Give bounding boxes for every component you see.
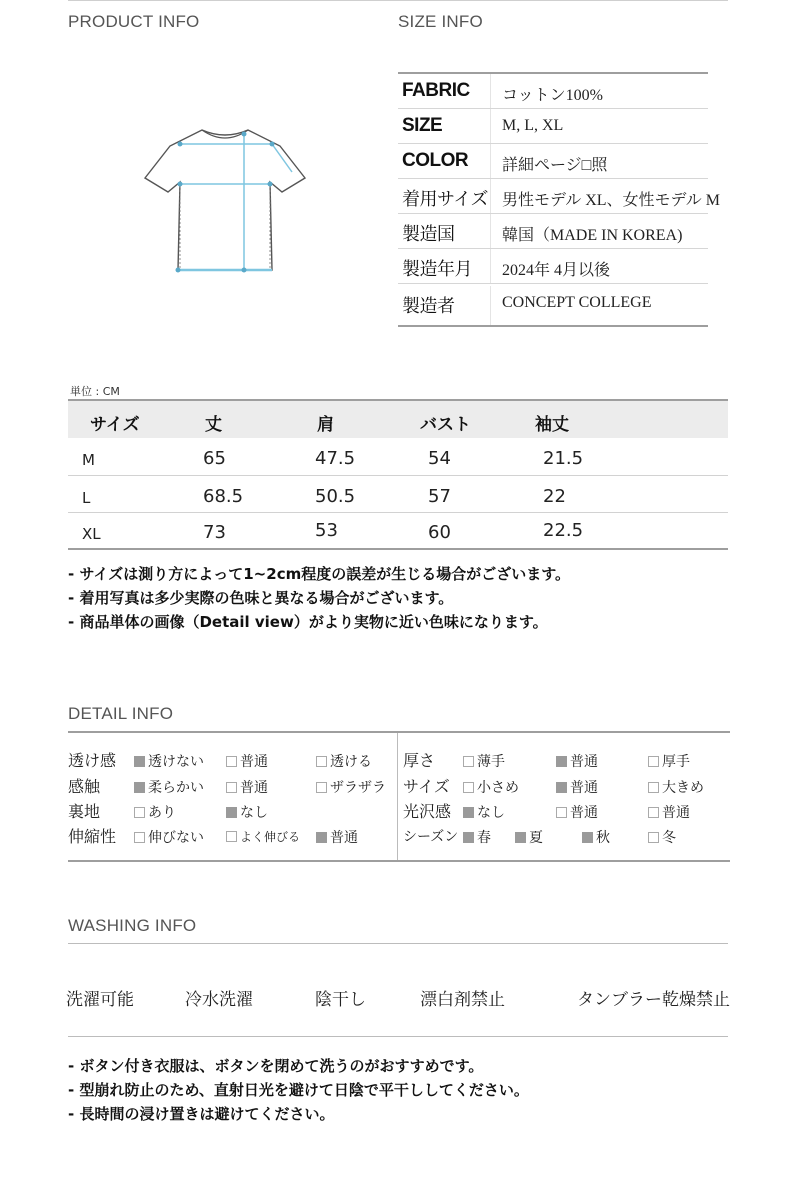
spec-value: 韓国（MADE IN KOREA)	[502, 227, 683, 244]
detail-option: 秋	[582, 827, 610, 847]
spec-label: 着用サイズ	[402, 189, 489, 209]
detail-option: 普通	[556, 751, 598, 771]
spec-label: 製造国	[402, 224, 455, 244]
spec-row-size	[398, 109, 708, 144]
size-table-bottom-rule	[68, 548, 728, 550]
table-cell: M	[82, 451, 95, 469]
detail-option: 伸びない	[134, 827, 204, 847]
detail-option: よく伸びる	[226, 828, 300, 845]
spec-row-maker	[398, 286, 708, 326]
table-cell: 68.5	[203, 486, 244, 507]
size-info-heading: SIZE INFO	[398, 12, 483, 31]
table-cell: 53	[315, 520, 338, 541]
spec-value: M, L, XL	[502, 117, 564, 134]
table-cell: 65	[203, 448, 226, 469]
size-col-header: バスト	[420, 415, 471, 435]
table-row-divider	[68, 475, 728, 476]
detail-option: 普通	[226, 777, 268, 797]
spec-value: コットン100%	[502, 87, 604, 104]
size-note: - 商品単体の画像（Detail view）がより実物に近い色味になります。	[68, 613, 548, 631]
table-cell: 60	[428, 522, 451, 543]
tshirt-measure-icon	[140, 120, 310, 285]
table-cell: 50.5	[315, 486, 356, 507]
detail-label: サイズ	[403, 777, 450, 796]
detail-top-rule	[68, 731, 730, 733]
size-col-header: 丈	[205, 415, 222, 435]
table-cell: L	[82, 489, 91, 507]
table-row-divider	[68, 512, 728, 513]
detail-label: 厚さ	[403, 751, 436, 770]
table-cell: 54	[428, 448, 451, 469]
spec-label: SIZE	[402, 115, 443, 136]
size-col-header: 袖丈	[535, 415, 569, 435]
detail-option: 普通	[556, 777, 598, 797]
spec-value: CONCEPT COLLEGE	[502, 294, 652, 311]
washing-bottom-rule	[68, 1036, 728, 1037]
detail-option: 冬	[648, 827, 676, 847]
table-cell: 47.5	[315, 448, 356, 469]
detail-option: 柔らかい	[134, 777, 204, 797]
spec-label: FABRIC	[402, 80, 470, 101]
unit-label: 単位 : CM	[70, 385, 120, 398]
detail-option: 透ける	[316, 751, 372, 771]
spec-row-color	[398, 144, 708, 179]
detail-option: 薄手	[463, 751, 505, 771]
top-divider	[68, 0, 728, 1]
spec-label: COLOR	[402, 150, 469, 171]
detail-option: 大きめ	[648, 777, 704, 797]
detail-label: 透け感	[68, 751, 117, 770]
detail-column-divider	[397, 733, 398, 861]
detail-option: ザラザラ	[316, 777, 386, 797]
detail-option: 春	[463, 827, 491, 847]
spec-label: 製造年月	[402, 259, 472, 279]
detail-option: 普通	[556, 802, 598, 822]
detail-label: 光沢感	[403, 802, 452, 821]
spec-value: 2024年 4月以後	[502, 262, 611, 279]
washing-note: - 長時間の浸け置きは避けてください。	[68, 1105, 335, 1123]
table-cell: 57	[428, 486, 451, 507]
detail-label: 感触	[68, 777, 101, 796]
washing-item: 漂白剤禁止	[420, 990, 505, 1010]
detail-label: 裏地	[68, 802, 101, 821]
spec-value: 男性モデル XL、女性モデル M	[502, 192, 720, 209]
detail-option: 普通	[226, 751, 268, 771]
detail-option: なし	[226, 802, 268, 822]
table-cell: 22.5	[543, 520, 584, 541]
size-table-header	[68, 401, 728, 438]
detail-option: 透けない	[134, 751, 204, 771]
washing-item: 陰干し	[315, 990, 366, 1010]
washing-note: - 型崩れ防止のため、直射日光を避けて日陰で平干ししてください。	[68, 1081, 529, 1099]
size-col-header: サイズ	[90, 415, 140, 435]
spec-row-date	[398, 249, 708, 284]
detail-option: 普通	[648, 802, 690, 822]
table-cell: XL	[82, 525, 101, 543]
table-cell: 22	[543, 486, 566, 507]
detail-bottom-rule	[68, 860, 730, 862]
spec-bottom-rule	[398, 325, 708, 327]
spec-label: 製造者	[402, 296, 455, 316]
washing-info-heading: WASHING INFO	[68, 916, 197, 935]
spec-row-fabric	[398, 74, 708, 109]
spec-value: 詳細ページ□照	[502, 157, 608, 174]
detail-info-heading: DETAIL INFO	[68, 704, 174, 723]
detail-option: 厚手	[648, 751, 690, 771]
size-note: - サイズは測り方によって1~2cm程度の誤差が生じる場合がございます。	[68, 565, 571, 583]
spec-row-country	[398, 214, 708, 249]
washing-item: 冷水洗濯	[185, 990, 253, 1010]
size-col-header: 肩	[317, 415, 334, 435]
detail-option: 夏	[515, 827, 543, 847]
washing-item: 洗濯可能	[66, 990, 134, 1010]
table-cell: 73	[203, 522, 226, 543]
washing-note: - ボタン付き衣服は、ボタンを閉めて洗うのがおすすめです。	[68, 1057, 484, 1075]
detail-option: 普通	[316, 827, 358, 847]
product-info-heading: PRODUCT INFO	[68, 12, 200, 31]
size-note: - 着用写真は多少実際の色味と異なる場合がございます。	[68, 589, 454, 607]
detail-option: あり	[134, 802, 176, 822]
table-cell: 21.5	[543, 448, 584, 469]
washing-item: タンブラー乾燥禁止	[577, 990, 730, 1010]
spec-row-model-size	[398, 179, 720, 214]
detail-label: シーズン	[403, 829, 459, 845]
washing-top-rule	[68, 943, 728, 944]
detail-label: 伸縮性	[68, 827, 117, 846]
detail-option: 小さめ	[463, 777, 519, 797]
detail-option: なし	[463, 802, 505, 822]
